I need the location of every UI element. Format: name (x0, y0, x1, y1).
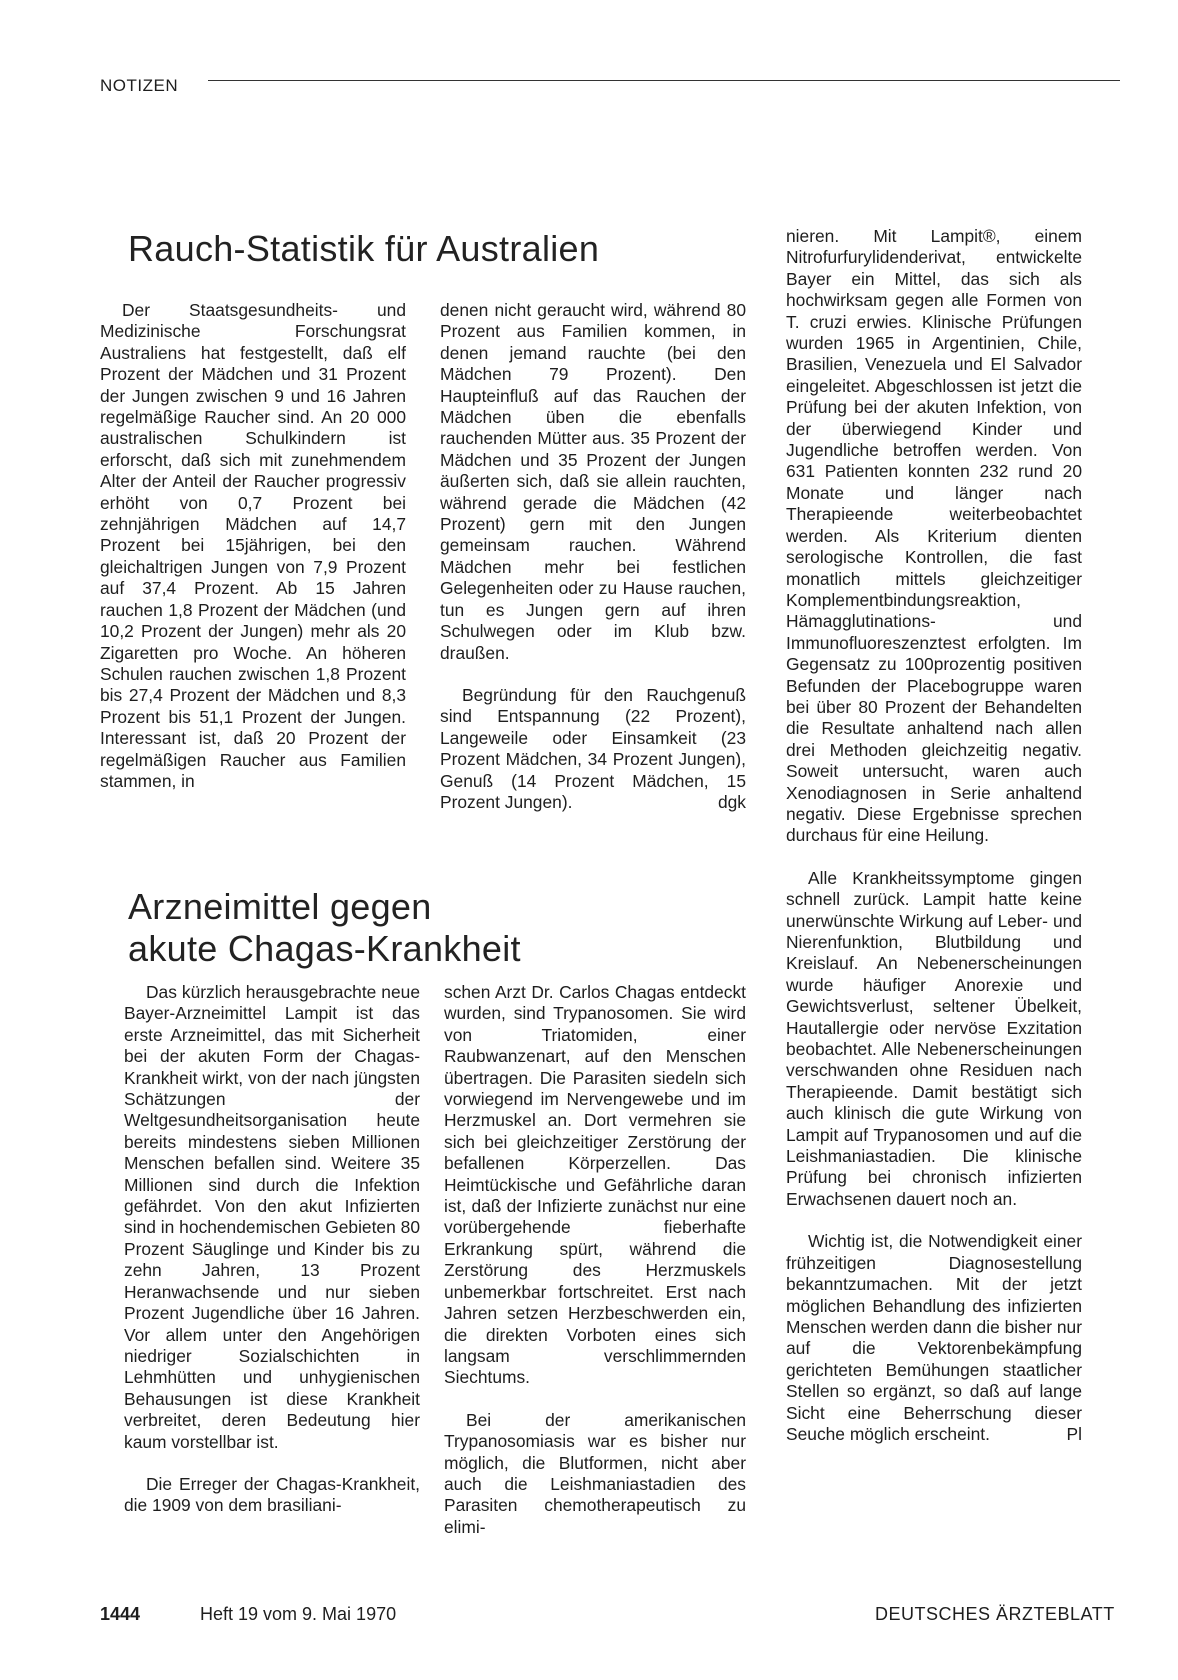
article-title-chagas (128, 886, 521, 970)
article1-column-2 (440, 300, 746, 813)
article2-column-3 (786, 226, 1082, 1445)
journal-name: DEUTSCHES ÄRZTEBLATT (875, 1604, 1115, 1624)
article-title-smoking: Rauch-Statistik für Australien (128, 228, 600, 269)
issue-info: Heft 19 vom 9. Mai 1970 (200, 1604, 397, 1624)
article2-column-2 (444, 982, 746, 1538)
article2-col2-paragraph-1: schen Arzt Dr. Carlos Chagas entdeckt wurden, sind Trypanosomen. Sie wird von Triatomiden, einer Raubwanzenart, auf den Menschen übertragen. Die Parasiten siedeln sich vorwiegend im Nervengewebe und im Herzmuskel an. Dort vermehren sie sich bei gleichzeitiger Zerstörung der befallenen Körperzellen. Das Heimtückische und Gefährliche daran ist, daß der Infizierte zunächst nur eine vorübergehende fieberhafte Erkrankung spürt, während die Zerstörung des Herzmuskels unbemerkbar fortschreitet. Erst nach Jahren setzen Herzbeschwerden ein, die direkten Vorboten eines sich langsam verschlimmernden Siechtums. (444, 982, 746, 1388)
article2-title-line-2: akute Chagas-Krankheit (128, 928, 521, 969)
article2-column-1 (124, 982, 420, 1517)
article2-signature: Pl (1066, 1423, 1082, 1444)
page-number: 1444 (100, 1604, 141, 1624)
article2-col3-paragraph-3 (786, 1231, 1082, 1445)
article1-col2-paragraph-1: denen nicht geraucht wird, während 80 Prozent aus Familien kommen, in denen jemand rauchte (bei den Mädchen 79 Prozent). Den Haupteinfluß auf das Rauchen der Mädchen üben die ebenfalls rauchenden Mütter aus. 35 Prozent der Mädchen und 35 Prozent der Jungen äußerten sich, daß sie allein rauchten, während gerade die Mädchen (42 Prozent) gern mit den Jungen gemeinsam rauchen. Während Mädchen mehr bei festlichen Gelegenheiten oder zu Hause rauchen, tun es Jungen gern auf ihren Schulwegen oder im Klub bzw. draußen. (440, 300, 746, 663)
article1-column-1 (100, 300, 406, 792)
header-rule (208, 80, 1120, 81)
article2-col1-paragraph-1: Das kürzlich herausgebrachte neue Bayer-Arzneimittel Lampit ist das erste Arzneimittel, das mit Sicherheit bei der akuten Form der Chagas-Krankheit wirkt, von der nach jüngsten Schätzungen der Weltgesundheitsorganisation heute bereits mindestens sieben Millionen Menschen befallen sind. Weitere 35 Millionen sind durch die Infektion gefährdet. Von den akut Infizierten sind in hochendemischen Gebieten 80 Prozent Säuglinge und Kinder bis zu zehn Jahren, 13 Prozent Heranwachsende und nur sieben Prozent Jugendliche über 16 Jahren. Vor allem unter den Angehörigen niedriger Sozialschichten in Lehmhütten und unhygienischen Behausungen ist diese Krankheit verbreitet, deren Bedeutung hier kaum vorstellbar ist. (124, 982, 420, 1452)
article2-title-line-1: Arzneimittel gegen (128, 886, 432, 927)
section-header: NOTIZEN (100, 76, 179, 95)
article2-col3-paragraph-3-text: Wichtig ist, die Notwendigkeit einer frühzeitigen Diagnosestellung bekanntzumachen. Mit der jetzt möglichen Behandlung des infizierten Menschen werden dann die bisher nur auf die Vektorenbekämpfung gerichteten Bemühungen staatlicher Stellen so ergänzt, so daß auf lange Sicht eine Beherrschung dieser Seuche möglich erscheint. (786, 1231, 1082, 1444)
article2-col2-paragraph-2: Bei der amerikanischen Trypanosomiasis war es bisher nur möglich, die Blutformen, nicht aber auch die Leishmaniastadien des Parasiten chemotherapeutisch zu elimi- (444, 1409, 746, 1537)
article2-col1-paragraph-2: Die Erreger der Chagas-Krankheit, die 1909 von dem brasiliani- (124, 1473, 420, 1516)
article1-signature: dgk (717, 791, 746, 812)
article1-col2-paragraph-2 (440, 685, 746, 813)
article2-col3-paragraph-1: nieren. Mit Lampit®, einem Nitrofurfurylidenderivat, entwickelte Bayer ein Mittel, das sich als hochwirksam gegen alle Formen von T. cruzi erwies. Klinische Prüfungen wurden 1965 in Argentinien, Chile, Brasilien, Venezuela und El Salvador eingeleitet. Abgeschlossen ist jetzt die Prüfung bei der akuten Infektion, von der überwiegend Kinder und Jugendliche betroffen werden. Von 631 Patienten konnten 232 rund 20 Monate und länger nach Therapieende weiterbeobachtet werden. Als Kriterium dienten serologische Kontrollen, die fast monatlich mittels gleichzeitiger Komplementbindungsreaktion, Hämagglutinations- und Immunofluoreszenztest erfolgten. Im Gegensatz zu 100prozentig positiven Befunden der Placebogruppe waren bei über 80 Prozent der Behandelten die Resultate anhaltend nach allen drei Methoden gleichzeitig negativ. Soweit untersucht, waren auch Xenodiagnosen in Serie anhaltend negativ. Diese Ergebnisse sprechen durchaus für eine Heilung. (786, 226, 1082, 846)
article1-col1-paragraph: Der Staatsgesundheits- und Medizinische Forschungsrat Australiens hat festgestellt, daß elf Prozent der Mädchen und 31 Prozent der Jungen zwischen 9 und 16 Jahren regelmäßige Raucher sind. An 20 000 australischen Schulkindern ist erforscht, daß sich mit zunehmendem Alter der Anteil der Raucher progressiv erhöht von 0,7 Prozent bei zehnjährigen Mädchen auf 14,7 Prozent bei 15jährigen, bei den gleichaltrigen Jungen von 7,9 Prozent auf 37,4 Prozent. Ab 15 Jahren rauchen 1,8 Prozent der Mädchen (und 10,2 Prozent der Jungen) mehr als 20 Zigaretten pro Woche. An höheren Schulen rauchen zwischen 1,8 Prozent bis 27,4 Prozent der Mädchen und 8,3 Prozent bis 51,1 Prozent der Jungen. Interessant ist, daß 20 Prozent der regelmäßigen Raucher aus Familien stammen, in (100, 300, 406, 791)
article2-col3-paragraph-2: Alle Krankheitssymptome gingen schnell zurück. Lampit hatte keine unerwünschte Wirkung auf Leber- und Nierenfunktion, Blutbildung und Kreislauf. An Nebenerscheinungen wurde häufiger Anorexie und Gewichtsverlust, seltener Übelkeit, Hautallergie oder nervöse Exzitation beobachtet. Alle Nebenerscheinungen verschwanden ohne Residuen nach Therapieende. Damit bestätigt sich auch klinisch die gute Wirkung von Lampit auf Trypanosomen und auf die Leishmaniastadien. Die klinische Prüfung bei chronisch infizierten Erwachsenen dauert noch an. (786, 867, 1082, 1209)
article1-col2-paragraph-2-text: Begründung für den Rauchgenuß sind Entspannung (22 Prozent), Langeweile oder Einsamkeit (23 Prozent Mädchen, 34 Prozent Jungen), Genuß (14 Prozent Mädchen, 15 Prozent Jungen). (440, 684, 746, 812)
